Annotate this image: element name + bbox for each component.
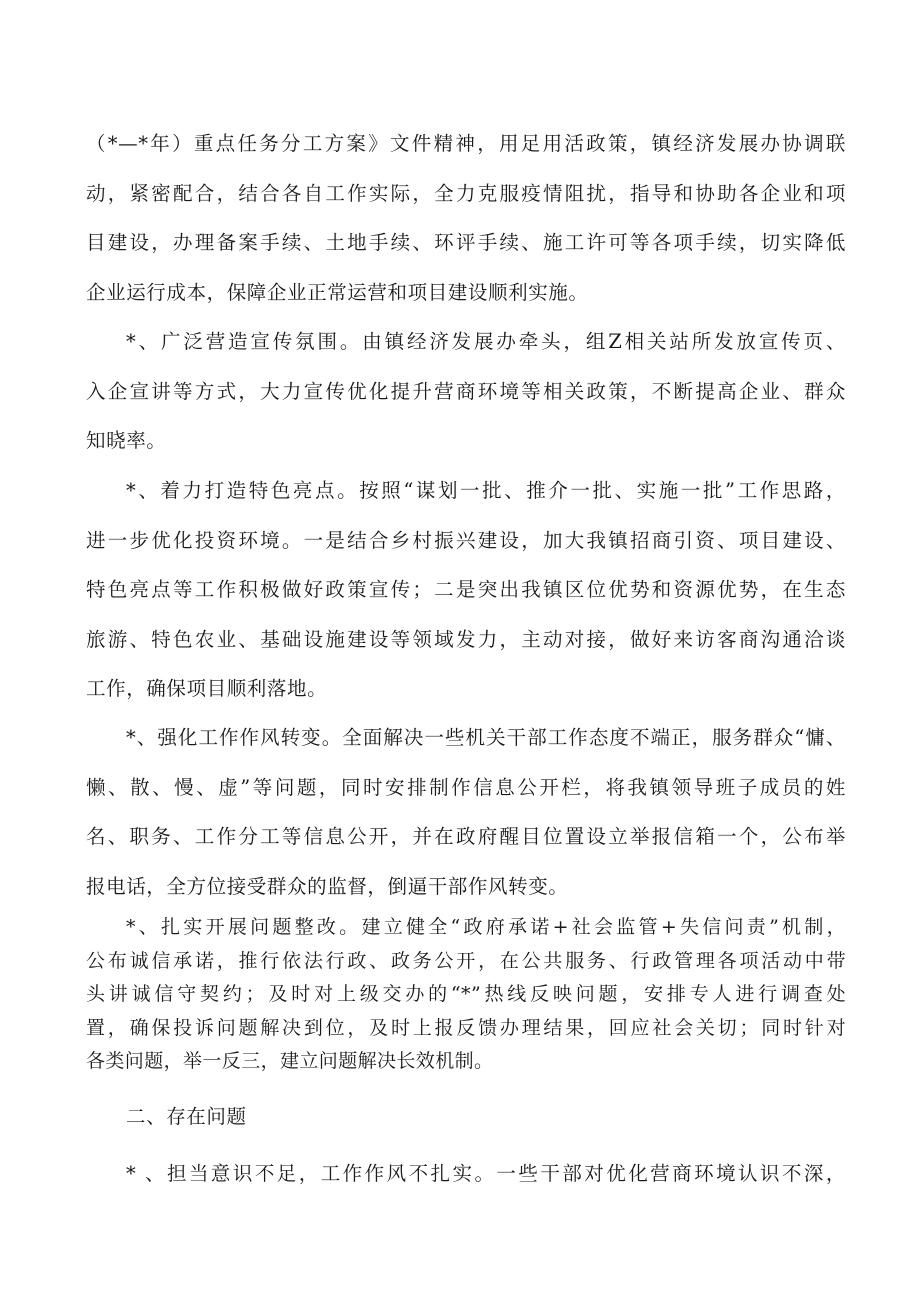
- heading-text: 二、存在问题: [126, 1105, 247, 1128]
- text-line: 目建设，办理备案手续、土地手续、环评手续、施工许可等各项手续，切实降低: [86, 231, 846, 254]
- text-line: *、扎实开展问题整改。建立健全“政府承诺+社会监管+失信问责”机制，: [126, 916, 846, 938]
- paragraph-publicity: [86, 326, 846, 475]
- text-line: 工作，确保项目顺利落地。: [86, 677, 328, 700]
- text-line: 名、职务、工作分工等信息公开，并在政府醒目位置设立举报信箱一个，公布举: [86, 825, 846, 848]
- text-line: 报电话，全方位接受群众的监督，倒逼干部作风转变。: [86, 874, 569, 898]
- paragraph-task-plan: [86, 128, 846, 326]
- text-line: 各类问题，举一反三，建立问题解决长效机制。: [86, 1050, 494, 1072]
- text-line: *、着力打造特色亮点。按照“谋划一批、推介一批、实施一批”工作思路，: [126, 479, 846, 502]
- paragraph-highlights: [86, 475, 846, 723]
- text-line: 企业运行成本，保障企业正常运营和项目建设顺利实施。: [86, 280, 589, 304]
- text-line: *、强化工作作风转变。全面解决一些机关干部工作态度不端正，服务群众“慵、: [126, 726, 846, 749]
- paragraph-rectification: [86, 912, 846, 1080]
- text-line: 置，确保投诉问题解决到位，及时上报反馈办理结果，回应社会关切；同时针对: [86, 1016, 846, 1039]
- text-line: 特色亮点等工作积极做好政策宣传；二是突出我镇区位优势和资源优势，在生态: [86, 578, 846, 601]
- text-line: * 、担当意识不足，工作作风不扎实。一些干部对优化营商环境认识不深，: [126, 1162, 846, 1185]
- text-line: *、广泛营造宣传氛围。由镇经济发展办牵头，组Z相关站所发放宣传页、: [126, 330, 846, 353]
- text-line: 动，紧密配合，结合各自工作实际，全力克服疫情阻扰，指导和协助各企业和项: [86, 181, 846, 205]
- text-line: 头讲诚信守契约；及时对上级交办的“*”热线反映问题，安排专人进行调查处: [86, 983, 846, 1005]
- text-line: 懒、散、慢、虚”等问题，同时安排制作信息公开栏，将我镇领导班子成员的姓: [86, 775, 846, 799]
- text-line: 旅游、特色农业、基础设施建设等领域发力，主动对接，做好来访客商沟通洽谈: [86, 627, 846, 651]
- paragraph-responsibility: [86, 1158, 846, 1198]
- section-heading-problems: [86, 1101, 846, 1141]
- text-line: 入企宣讲等方式，大力宣传优化提升营商环境等相关政策，不断提高企业、群众: [86, 379, 846, 403]
- paragraph-work-style: [86, 722, 846, 920]
- text-line: 进一步优化投资环境。一是结合乡村振兴建设，加大我镇招商引资、项目建设、: [86, 528, 846, 552]
- text-line: （*—*年）重点任务分工方案》文件精神，用足用活政策，镇经济发展办协调联: [86, 132, 846, 155]
- text-line: 公布诚信承诺，推行依法行政、政务公开，在公共服务、行政管理各项活动中带: [86, 949, 846, 972]
- text-line: 知晓率。: [86, 429, 167, 452]
